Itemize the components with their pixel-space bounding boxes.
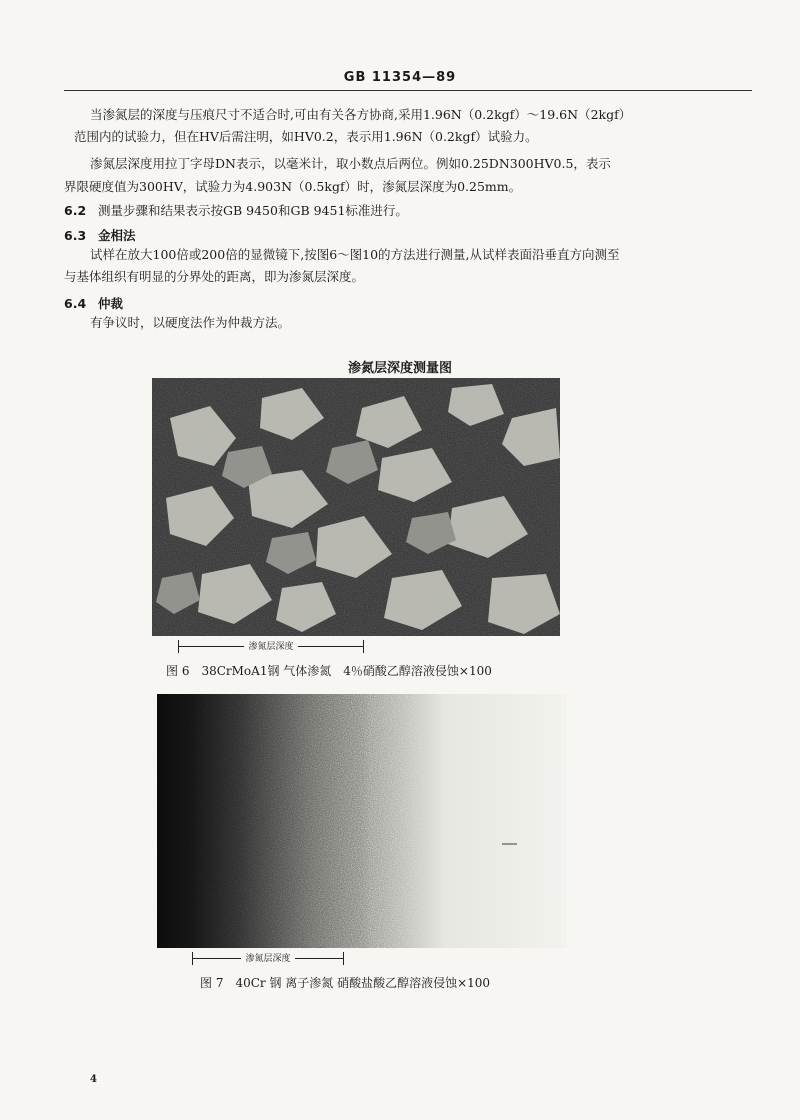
section-heading: 金相法 bbox=[98, 228, 136, 243]
paragraph-line: 当渗氮层的深度与压痕尺寸不适合时,可由有关各方协商,采用1.96N（0.2kgf）～19.6N（2kgf） bbox=[90, 107, 632, 122]
figure-title: 渗氮层深度测量图 bbox=[347, 361, 452, 376]
section-number: 6.2 bbox=[64, 203, 87, 218]
figure-6-micrograph bbox=[152, 378, 560, 636]
paragraph-line: 试样在放大100倍或200倍的显微镜下,按图6～图10的方法进行测量,从试样表面沿垂直方向测至 bbox=[90, 247, 620, 262]
paragraph-line: 渗氮层深度用拉丁字母DN表示，以毫米计，取小数点后两位。例如0.25DN300HV0.5，表示 bbox=[90, 156, 611, 171]
section-6-2 bbox=[64, 201, 408, 219]
figure-7-scale-bar bbox=[192, 952, 344, 966]
section-text: 测量步骤和结果表示按GB 9450和GB 9451标准进行。 bbox=[98, 203, 408, 218]
figure-6-caption: 图 6 38CrMoA1钢 气体渗氮 4％硝酸乙醇溶液侵蚀×100 bbox=[166, 664, 492, 678]
section-number: 6.3 bbox=[64, 228, 87, 243]
paragraph-line: 与基体组织有明显的分界处的距离，即为渗氮层深度。 bbox=[64, 269, 365, 284]
section-number: 6.4 bbox=[64, 296, 87, 311]
section-6-4 bbox=[64, 294, 123, 312]
header-rule bbox=[64, 90, 752, 91]
scale-label: 渗氮层深度 bbox=[241, 954, 294, 964]
figure-7-micrograph bbox=[157, 694, 567, 948]
paragraph-line: 界限硬度值为300HV，试验力为4.903N（0.5kgf）时，渗氮层深度为0.25mm。 bbox=[64, 179, 522, 194]
figure-6-scale-bar bbox=[178, 640, 364, 654]
paragraph-line: 有争议时，以硬度法作为仲裁方法。 bbox=[90, 315, 291, 330]
scale-label: 渗氮层深度 bbox=[244, 642, 297, 652]
figure-7-caption: 图 7 40Cr 钢 离子渗氮 硝酸盐酸乙醇溶液侵蚀×100 bbox=[200, 976, 491, 990]
standard-number-header: GB 11354—89 bbox=[343, 70, 457, 85]
section-heading: 仲裁 bbox=[98, 296, 124, 311]
section-6-3 bbox=[64, 226, 136, 244]
paragraph-line: 范围内的试验力，但在HV后需注明，如HV0.2，表示用1.96N（0.2kgf）试验力。 bbox=[74, 129, 538, 144]
page-number: 4 bbox=[90, 1074, 97, 1085]
